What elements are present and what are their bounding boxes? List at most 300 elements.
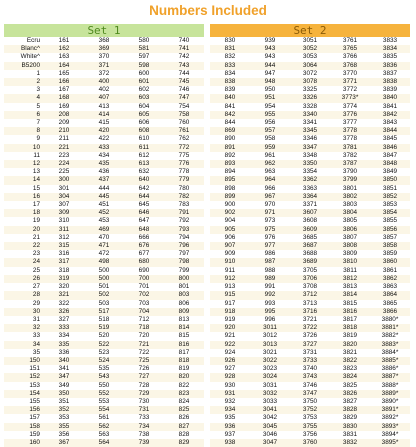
thread-number-cell: 955: [250, 111, 290, 119]
thread-number-cell: 3863: [370, 283, 410, 291]
thread-number-cell: 703: [124, 300, 164, 308]
thread-number-cell: 3716: [290, 308, 330, 316]
set-1-row: [4, 226, 204, 234]
thread-number-cell: 973: [250, 217, 290, 225]
thread-number-cell: 347: [44, 373, 84, 381]
thread-number-cell: 21: [4, 234, 44, 242]
thread-number-cell: 400: [84, 78, 124, 86]
thread-number-cell: 500: [84, 267, 124, 275]
thread-number-cell: 726: [124, 365, 164, 373]
thread-number-cell: 3831: [330, 431, 370, 439]
thread-number-cell: 471: [84, 242, 124, 250]
thread-number-cell: 646: [124, 209, 164, 217]
thread-number-cell: 414: [84, 111, 124, 119]
thread-number-cell: 964: [250, 176, 290, 184]
thread-number-cell: 3895*: [370, 439, 410, 447]
set-2-row: [210, 267, 410, 275]
thread-number-cell: 3023: [250, 365, 290, 373]
thread-number-cell: 3862: [370, 275, 410, 283]
thread-number-cell: 833: [210, 62, 250, 70]
thread-number-cell: 3892*: [370, 414, 410, 422]
thread-number-cell: 3893*: [370, 423, 410, 431]
thread-number-cell: 816: [164, 341, 204, 349]
page-title: Numbers Included: [149, 3, 267, 18]
thread-number-cell: 3766: [330, 53, 370, 61]
thread-number-cell: 3840: [370, 94, 410, 102]
thread-number-cell: 831: [210, 45, 250, 53]
thread-number-cell: 349: [44, 382, 84, 390]
thread-number-cell: 702: [124, 291, 164, 299]
thread-number-cell: 3052: [290, 45, 330, 53]
set-2-row: [210, 86, 410, 94]
thread-number-cell: 822: [164, 382, 204, 390]
thread-number-cell: 25: [4, 267, 44, 275]
thread-number-cell: 993: [250, 300, 290, 308]
thread-number-cell: 221: [44, 144, 84, 152]
set-1-row: [4, 53, 204, 61]
thread-number-cell: 3345: [290, 127, 330, 135]
thread-number-cell: 553: [84, 398, 124, 406]
thread-number-cell: 917: [210, 300, 250, 308]
set-2-row: [210, 365, 410, 373]
thread-number-cell: 563: [84, 431, 124, 439]
thread-number-cell: Blanc^: [4, 45, 44, 53]
thread-number-cell: 372: [84, 70, 124, 78]
thread-number-cell: 977: [250, 242, 290, 250]
thread-number-cell: 676: [124, 242, 164, 250]
set-2-row: [210, 111, 410, 119]
thread-number-cell: 830: [210, 37, 250, 45]
thread-number-cell: 3859: [370, 250, 410, 258]
thread-number-cell: 3838: [370, 78, 410, 86]
thread-number-cell: 918: [210, 308, 250, 316]
thread-number-cell: 738: [124, 431, 164, 439]
thread-number-cell: 157: [4, 414, 44, 422]
thread-number-cell: 3842: [370, 111, 410, 119]
set-1-row: [4, 70, 204, 78]
thread-number-cell: 3889*: [370, 390, 410, 398]
thread-number-cell: 3851: [370, 185, 410, 193]
set-2-header: Set 2: [210, 24, 410, 37]
thread-number-cell: 3857: [370, 234, 410, 242]
thread-number-cell: 904: [210, 217, 250, 225]
thread-number-cell: 3713: [290, 300, 330, 308]
thread-number-cell: 3765: [330, 45, 370, 53]
thread-number-cell: 3768: [330, 62, 370, 70]
set-2-row: [210, 201, 410, 209]
thread-number-cell: 34: [4, 341, 44, 349]
thread-number-cell: 3770: [330, 70, 370, 78]
set-2-row: [210, 37, 410, 45]
thread-number-cell: 3706: [290, 275, 330, 283]
thread-number-cell: 159: [4, 431, 44, 439]
thread-number-cell: 522: [84, 341, 124, 349]
thread-number-cell: 826: [164, 414, 204, 422]
set-1-panel: [4, 24, 204, 447]
thread-number-cell: 758: [164, 111, 204, 119]
set-2-row: [210, 283, 410, 291]
thread-number-cell: 3806: [330, 226, 370, 234]
thread-number-cell: 316: [44, 250, 84, 258]
thread-number-cell: 436: [84, 168, 124, 176]
thread-number-cell: 3894*: [370, 431, 410, 439]
thread-number-cell: 3771: [330, 78, 370, 86]
thread-number-cell: 335: [44, 341, 84, 349]
set-1-row: [4, 37, 204, 45]
thread-number-cell: 333: [44, 324, 84, 332]
thread-number-cell: 223: [44, 152, 84, 160]
thread-number-cell: 169: [44, 103, 84, 111]
thread-number-cell: 3064: [290, 62, 330, 70]
thread-number-cell: 3853: [370, 201, 410, 209]
set-2-row: [210, 135, 410, 143]
thread-number-cell: 3849: [370, 168, 410, 176]
thread-number-cell: 3041: [250, 406, 290, 414]
thread-number-cell: 3781: [330, 144, 370, 152]
thread-number-cell: 3843: [370, 119, 410, 127]
set-2-row: [210, 45, 410, 53]
set-1-row: [4, 431, 204, 439]
thread-number-cell: 14: [4, 176, 44, 184]
thread-number-cell: 3884*: [370, 349, 410, 357]
set-1-row: [4, 390, 204, 398]
thread-number-cell: 158: [4, 423, 44, 431]
thread-number-cell: 3733: [290, 357, 330, 365]
thread-number-cell: 838: [210, 78, 250, 86]
thread-number-cell: 420: [84, 127, 124, 135]
thread-number-cell: 8: [4, 127, 44, 135]
thread-number-cell: 3756: [290, 431, 330, 439]
thread-number-cell: 3810: [330, 258, 370, 266]
thread-number-cell: 3072: [290, 70, 330, 78]
thread-number-cell: 3888*: [370, 382, 410, 390]
thread-number-cell: 151: [4, 365, 44, 373]
thread-number-cell: 3844: [370, 127, 410, 135]
thread-number-cell: 817: [164, 349, 204, 357]
thread-number-cell: 3340: [290, 111, 330, 119]
thread-number-cell: 311: [44, 226, 84, 234]
thread-number-cell: 312: [44, 234, 84, 242]
thread-number-cell: 554: [84, 406, 124, 414]
thread-number-cell: 19: [4, 217, 44, 225]
thread-number-cell: 3776: [330, 111, 370, 119]
thread-number-cell: 799: [164, 267, 204, 275]
thread-number-cell: 823: [164, 390, 204, 398]
thread-number-cell: 930: [210, 382, 250, 390]
thread-number-cell: 520: [84, 332, 124, 340]
thread-number-cell: 370: [84, 53, 124, 61]
set-2-row: [210, 127, 410, 135]
thread-number-cell: 1: [4, 70, 44, 78]
thread-number-cell: 742: [164, 53, 204, 61]
thread-number-cell: 3341: [290, 119, 330, 127]
thread-number-cell: 327: [44, 316, 84, 324]
set-2-row: [210, 431, 410, 439]
thread-number-cell: 32: [4, 324, 44, 332]
set-2-row: [210, 390, 410, 398]
thread-number-cell: 3845: [370, 135, 410, 143]
thread-number-cell: 747: [164, 94, 204, 102]
thread-number-cell: 3887*: [370, 373, 410, 381]
thread-number-cell: 779: [164, 176, 204, 184]
thread-number-cell: 402: [84, 86, 124, 94]
thread-number-cell: 746: [164, 86, 204, 94]
thread-number-cell: 3328: [290, 103, 330, 111]
thread-number-cell: 156: [4, 406, 44, 414]
thread-number-cell: 909: [210, 250, 250, 258]
thread-number-cell: 3364: [290, 193, 330, 201]
thread-number-cell: 3826: [330, 390, 370, 398]
thread-number-cell: 600: [124, 70, 164, 78]
set-2-panel: [210, 24, 410, 447]
thread-number-cell: 597: [124, 53, 164, 61]
thread-number-cell: 3860: [370, 258, 410, 266]
thread-number-cell: 3773*: [330, 94, 370, 102]
set-2-row: [210, 53, 410, 61]
set-2-row: [210, 373, 410, 381]
thread-number-cell: 928: [210, 373, 250, 381]
thread-number-cell: 3760: [290, 439, 330, 447]
thread-number-cell: 3712: [290, 291, 330, 299]
thread-number-cell: 943: [250, 53, 290, 61]
thread-number-cell: 912: [210, 275, 250, 283]
thread-number-cell: 469: [84, 226, 124, 234]
thread-number-cell: 470: [84, 234, 124, 242]
set-2-row: [210, 258, 410, 266]
thread-number-cell: 813: [164, 316, 204, 324]
thread-number-cell: 900: [210, 201, 250, 209]
thread-number-cell: 3727: [290, 341, 330, 349]
thread-number-cell: 644: [124, 193, 164, 201]
set-1-row: [4, 234, 204, 242]
thread-number-cell: B5200: [4, 62, 44, 70]
thread-number-cell: 948: [250, 78, 290, 86]
thread-number-cell: 3839: [370, 86, 410, 94]
thread-number-cell: 3830: [330, 423, 370, 431]
thread-number-cell: 762: [164, 135, 204, 143]
set-2-row: [210, 250, 410, 258]
thread-number-cell: 962: [250, 160, 290, 168]
thread-number-cell: 780: [164, 185, 204, 193]
thread-number-cell: 921: [210, 332, 250, 340]
thread-number-cell: 820: [164, 373, 204, 381]
thread-number-cell: 422: [84, 135, 124, 143]
thread-number-cell: 970: [250, 201, 290, 209]
thread-number-cell: 351: [44, 398, 84, 406]
set-1-row: [4, 103, 204, 111]
thread-number-cell: 22: [4, 242, 44, 250]
thread-number-cell: 677: [124, 250, 164, 258]
thread-number-cell: 166: [44, 78, 84, 86]
thread-number-cell: 3687: [290, 242, 330, 250]
thread-number-cell: 922: [210, 341, 250, 349]
thread-number-cell: 935: [210, 414, 250, 422]
thread-number-cell: 3347: [290, 144, 330, 152]
thread-number-cell: 829: [164, 439, 204, 447]
set-1-row: [4, 78, 204, 86]
set-2-row: [210, 94, 410, 102]
thread-number-cell: 3012: [250, 332, 290, 340]
thread-number-cell: 167: [44, 86, 84, 94]
thread-number-cell: 776: [164, 160, 204, 168]
thread-number-cell: 3740: [290, 365, 330, 373]
set-1-row: [4, 242, 204, 250]
thread-number-cell: 612: [124, 152, 164, 160]
thread-number-cell: 211: [44, 135, 84, 143]
thread-number-cell: 602: [124, 86, 164, 94]
set-1-row: [4, 209, 204, 217]
thread-number-cell: 3817: [330, 316, 370, 324]
thread-number-cell: 895: [210, 176, 250, 184]
thread-number-cell: 806: [164, 300, 204, 308]
thread-number-cell: 934: [210, 406, 250, 414]
thread-number-cell: 825: [164, 406, 204, 414]
thread-number-cell: 307: [44, 201, 84, 209]
thread-number-cell: 754: [164, 103, 204, 111]
thread-number-cell: 2: [4, 78, 44, 86]
thread-number-cell: 818: [164, 357, 204, 365]
thread-number-cell: 15: [4, 185, 44, 193]
set-2-row: [210, 423, 410, 431]
thread-number-cell: 832: [210, 53, 250, 61]
thread-number-cell: 3042: [250, 414, 290, 422]
thread-number-cell: 434: [84, 152, 124, 160]
thread-number-cell: 834: [210, 70, 250, 78]
thread-number-cell: 632: [124, 168, 164, 176]
thread-number-cell: 725: [124, 357, 164, 365]
thread-number-cell: 3689: [290, 258, 330, 266]
set-2-row: [210, 103, 410, 111]
thread-number-cell: 601: [124, 78, 164, 86]
thread-number-cell: 743: [164, 62, 204, 70]
thread-number-cell: 951: [250, 94, 290, 102]
thread-number-cell: 3688: [290, 250, 330, 258]
thread-number-cell: 3778: [330, 135, 370, 143]
thread-number-cell: 3861: [370, 267, 410, 275]
thread-number-cell: 3772: [330, 86, 370, 94]
thread-number-cell: 320: [44, 283, 84, 291]
set-1-row: [4, 357, 204, 365]
thread-number-cell: 905: [210, 226, 250, 234]
thread-number-cell: 995: [250, 308, 290, 316]
thread-number-cell: 890: [210, 135, 250, 143]
thread-number-cell: 610: [124, 135, 164, 143]
thread-number-cell: 3801: [330, 185, 370, 193]
thread-number-cell: 939: [250, 37, 290, 45]
thread-number-cell: 31: [4, 316, 44, 324]
thread-number-cell: 794: [164, 234, 204, 242]
thread-number-cell: 535: [84, 365, 124, 373]
thread-number-cell: 11: [4, 152, 44, 160]
thread-number-cell: 3802: [330, 193, 370, 201]
thread-number-cell: 355: [44, 423, 84, 431]
set-2-row: [210, 308, 410, 316]
thread-number-cell: 3778: [330, 127, 370, 135]
set-2-row: [210, 152, 410, 160]
thread-number-cell: 523: [84, 349, 124, 357]
thread-number-cell: 353: [44, 414, 84, 422]
thread-number-cell: 3841: [370, 103, 410, 111]
thread-number-cell: 500: [84, 275, 124, 283]
thread-number-cell: 502: [84, 291, 124, 299]
thread-number-cell: 3847: [370, 152, 410, 160]
thread-number-cell: 3774: [330, 103, 370, 111]
thread-number-cell: 814: [164, 324, 204, 332]
thread-number-cell: 796: [164, 242, 204, 250]
thread-number-cell: 915: [210, 291, 250, 299]
thread-number-cell: 943: [250, 45, 290, 53]
thread-number-cell: 608: [124, 127, 164, 135]
thread-number-cell: 352: [44, 406, 84, 414]
set-1-row: [4, 308, 204, 316]
thread-number-cell: Ecru: [4, 37, 44, 45]
thread-number-cell: 907: [210, 242, 250, 250]
thread-number-cell: 3837: [370, 70, 410, 78]
set-2-row: [210, 242, 410, 250]
thread-number-cell: 368: [84, 37, 124, 45]
thread-number-cell: 3864: [370, 291, 410, 299]
set-1-row: [4, 94, 204, 102]
set-1-row: [4, 291, 204, 299]
thread-number-cell: 718: [124, 324, 164, 332]
thread-number-cell: 944: [250, 62, 290, 70]
thread-number-cell: 519: [84, 324, 124, 332]
set-2-table: [210, 37, 410, 447]
thread-number-cell: 988: [250, 267, 290, 275]
thread-number-cell: 727: [124, 373, 164, 381]
thread-number-cell: 26: [4, 275, 44, 283]
thread-number-cell: 936: [210, 423, 250, 431]
thread-number-cell: 3746: [290, 382, 330, 390]
thread-number-cell: 356: [44, 431, 84, 439]
set-2-row: [210, 78, 410, 86]
set-1-row: [4, 365, 204, 373]
thread-number-cell: 445: [84, 193, 124, 201]
thread-number-cell: 3866: [370, 308, 410, 316]
thread-number-cell: 209: [44, 119, 84, 127]
thread-number-cell: 3753: [290, 414, 330, 422]
thread-number-cell: 444: [84, 185, 124, 193]
thread-number-cell: 791: [164, 209, 204, 217]
set-2-row: [210, 341, 410, 349]
thread-number-cell: 543: [84, 373, 124, 381]
thread-number-cell: 906: [210, 234, 250, 242]
thread-number-cell: 340: [44, 357, 84, 365]
thread-number-cell: 9: [4, 135, 44, 143]
thread-number-cell: 3822: [330, 357, 370, 365]
thread-number-cell: 739: [124, 439, 164, 447]
thread-number-cell: 3045: [250, 423, 290, 431]
thread-number-cell: 778: [164, 168, 204, 176]
thread-number-cell: 3807: [330, 234, 370, 242]
thread-number-cell: 3858: [370, 242, 410, 250]
thread-number-cell: 3011: [250, 324, 290, 332]
set-1-row: [4, 144, 204, 152]
thread-number-cell: 3046: [250, 431, 290, 439]
set-1-row: [4, 267, 204, 275]
set-2-row: [210, 275, 410, 283]
thread-number-cell: 3834: [370, 45, 410, 53]
thread-number-cell: 3825: [330, 382, 370, 390]
thread-number-cell: 961: [250, 152, 290, 160]
thread-number-cell: 606: [124, 119, 164, 127]
thread-number-cell: 722: [124, 349, 164, 357]
set-2-row: [210, 357, 410, 365]
thread-number-cell: 3354: [290, 168, 330, 176]
thread-number-cell: 3852: [370, 193, 410, 201]
thread-number-cell: 740: [164, 37, 204, 45]
thread-number-cell: 701: [124, 283, 164, 291]
